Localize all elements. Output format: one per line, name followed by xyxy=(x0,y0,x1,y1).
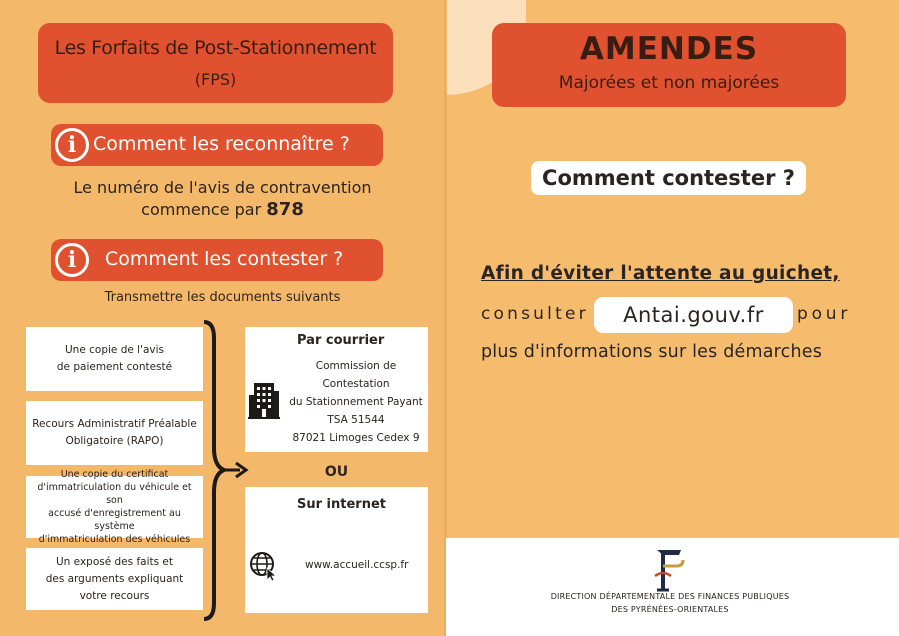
pour-text: pour xyxy=(797,304,852,324)
address-line: 87021 Limoges Cedex 9 xyxy=(292,432,420,444)
transmit-text: Transmettre les documents suivants xyxy=(104,290,341,305)
address-line: du Stationnement Payant xyxy=(289,396,423,408)
or-text: OU xyxy=(324,464,349,480)
contest-label: Comment les contester ? xyxy=(105,248,344,270)
document-line: accusé d'enregistrement au système xyxy=(48,508,181,532)
recognize-text-line1: Le numéro de l'avis de contravention xyxy=(73,178,372,197)
address-line: TSA 51544 xyxy=(327,414,385,426)
amendes-banner xyxy=(492,23,846,107)
brace-arrow-icon xyxy=(200,318,250,623)
web-box xyxy=(245,487,428,613)
how-contest-heading: Comment contester ? xyxy=(531,161,806,195)
recognize-banner xyxy=(51,124,383,166)
more-info-text: plus d'informations sur les démarches xyxy=(481,342,823,362)
mail-address xyxy=(285,357,427,447)
document-line: votre recours xyxy=(79,589,150,602)
document-line: d'immatriculation des véhicules xyxy=(38,534,191,545)
mail-title: Par courrier xyxy=(297,333,385,348)
document-line: Un exposé des faits et xyxy=(55,555,173,568)
dgfip-logo xyxy=(649,546,689,594)
document-line: Recours Administratif Préalable xyxy=(32,418,197,430)
footer-line1: DIRECTION DÉPARTEMENTALE DES FINANCES PUBLIQUES xyxy=(550,592,790,601)
document-line: Une copie de l'avis xyxy=(64,344,165,356)
document-line: des arguments expliquant xyxy=(45,572,184,585)
document-line: de paiement contesté xyxy=(56,361,173,373)
document-line: Une copie du certificat xyxy=(60,469,169,480)
document-box-rapo xyxy=(26,401,203,465)
globe-cursor-icon xyxy=(249,551,279,581)
document-line: Obligatoire (RAPO) xyxy=(65,435,164,447)
antai-link[interactable]: Antai.gouv.fr xyxy=(594,297,793,333)
recognize-number: 878 xyxy=(266,199,304,220)
document-box-avis xyxy=(26,327,203,391)
fps-subtitle: (FPS) xyxy=(194,70,237,89)
document-line: d'immatriculation du véhicule et son xyxy=(37,482,192,506)
web-url[interactable]: www.accueil.ccsp.fr xyxy=(305,559,409,571)
mail-box xyxy=(245,327,428,452)
info-icon: i xyxy=(55,128,89,162)
recognize-text xyxy=(40,177,405,221)
fps-banner xyxy=(38,23,393,103)
address-line: Commission de xyxy=(315,360,397,372)
web-title: Sur internet xyxy=(297,497,386,512)
building-icon xyxy=(248,381,280,419)
recognize-label: Comment les reconnaître ? xyxy=(93,133,350,155)
recognize-text-line2 xyxy=(40,199,405,221)
document-box-expose xyxy=(26,548,203,610)
recognize-text-prefix: commence par xyxy=(141,200,262,219)
footer-line2: DES PYRÉNÉES-ORIENTALES xyxy=(611,605,729,614)
amendes-title: AMENDES xyxy=(579,31,759,67)
document-box-certificat xyxy=(26,469,203,545)
contest-banner xyxy=(51,239,383,281)
fps-title: Les Forfaits de Post-Stationnement xyxy=(54,37,377,59)
info-icon: i xyxy=(55,243,89,277)
consult-text: consulter xyxy=(481,304,589,324)
address-line: Contestation xyxy=(322,378,390,390)
avoid-queue-text: Afin d'éviter l'attente au guichet, xyxy=(481,263,840,284)
amendes-subtitle: Majorées et non majorées xyxy=(558,73,780,93)
